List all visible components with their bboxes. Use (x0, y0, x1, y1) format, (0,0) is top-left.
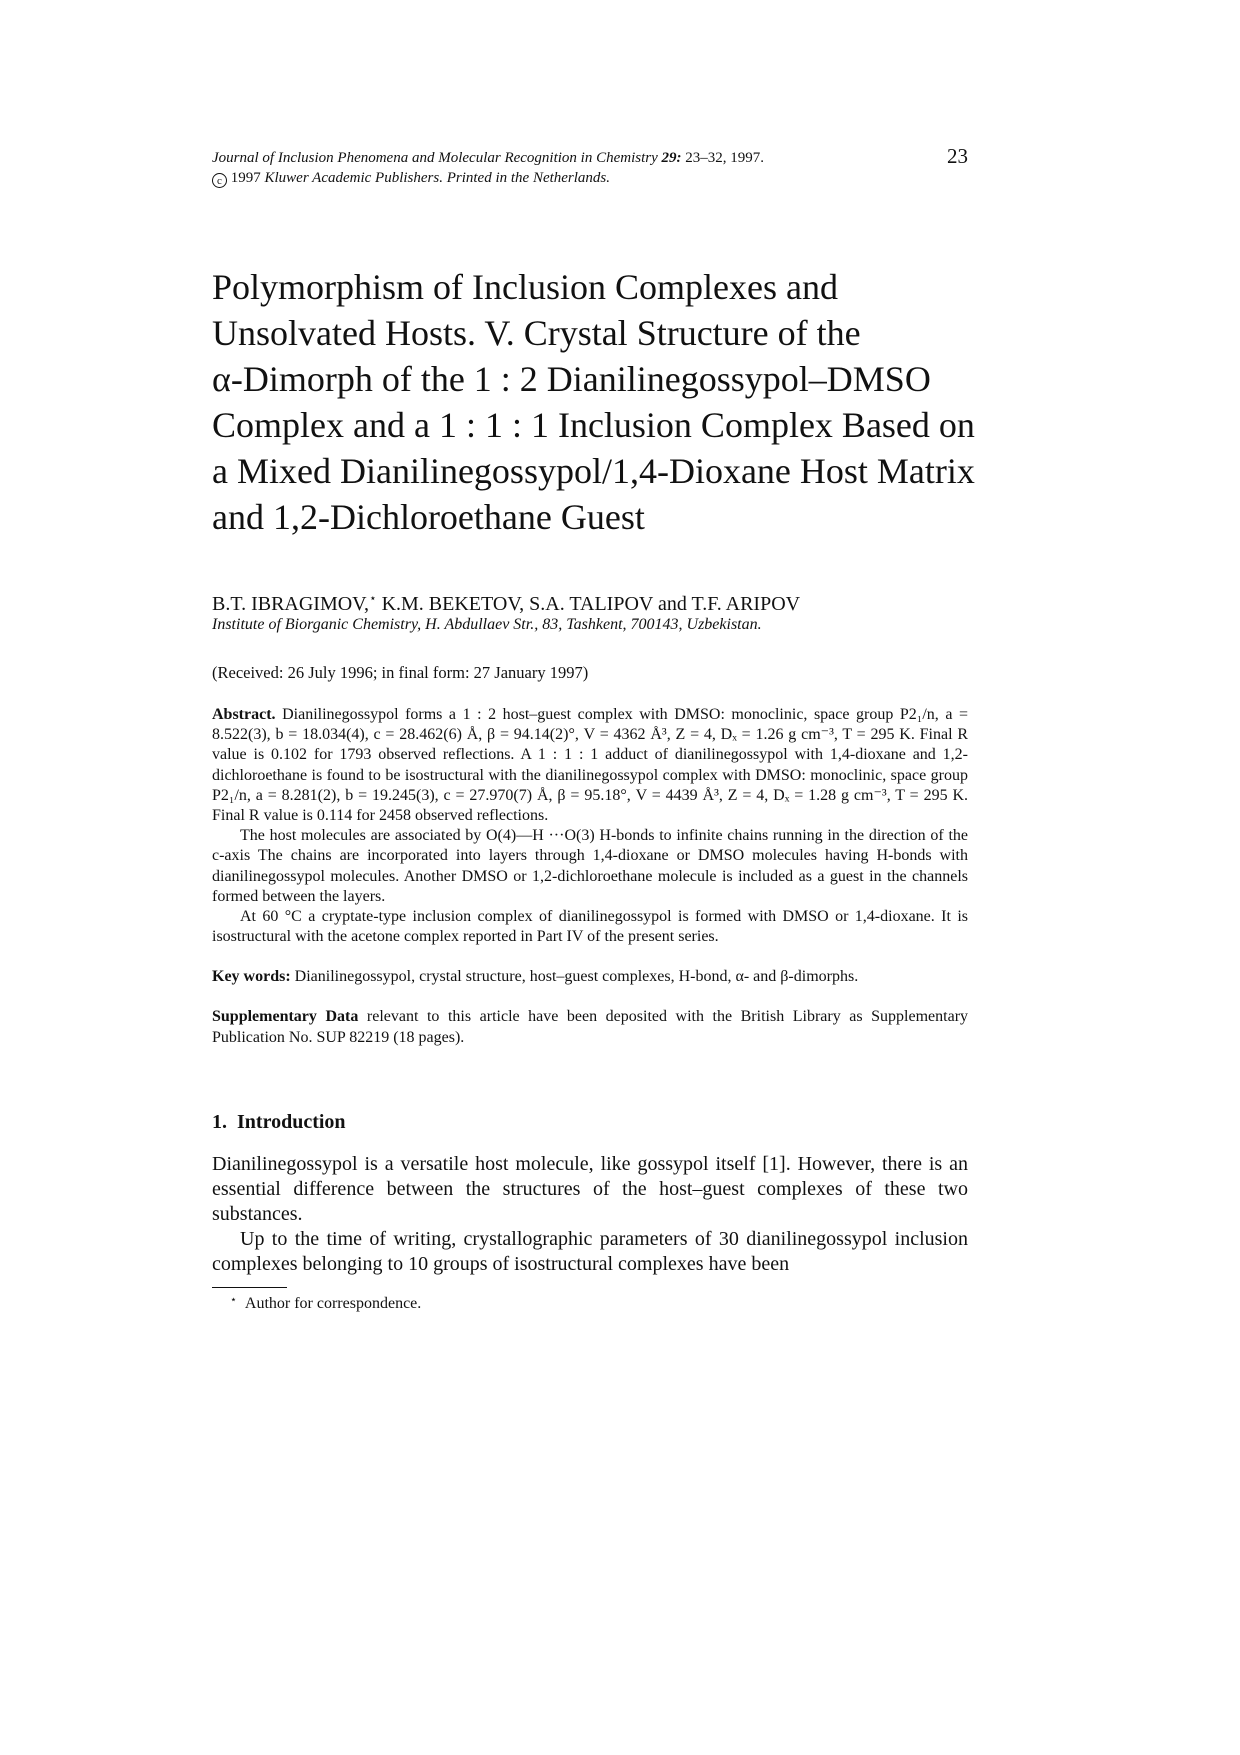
title-line: Unsolvated Hosts. V. Crystal Structure of the (212, 313, 861, 353)
footnote (212, 1294, 968, 1314)
abstract-paragraph: The host molecules are associated by O(4)—H ···O(3) H-bonds to infinite chains running in the direction of the c-axis The chains are incorporated into layers through 1,4-dioxane or DMSO molecules having H-bonds with dianilinegossypol molecules. Another DMSO or 1,2-dichloroethane molecule is included as a guest in the channels formed between the layers. (212, 827, 968, 905)
supplementary-data (212, 1007, 968, 1048)
title-line: and 1,2-Dichloroethane Guest (212, 497, 645, 537)
copyright-year: 1997 (230, 170, 261, 186)
copyright-icon: c (212, 173, 227, 188)
abstract-label: Abstract. (212, 706, 276, 723)
body-paragraph: Up to the time of writing, crystallographic parameters of 30 dianilinegossypol inclusion complexes belonging to 10 groups of isostructural complexes have been (212, 1228, 968, 1276)
section-number: 1. (212, 1111, 227, 1134)
article-page (212, 144, 975, 1314)
abstract (212, 705, 968, 947)
abstract-paragraph: At 60 °C a cryptate-type inclusion complex of dianilinegossypol is formed with DMSO or 1,4-dioxane. It is isostructural with the acetone complex reported in Part IV of the present series. (212, 908, 968, 946)
abstract-text: Dianilinegossypol forms a 1 : 2 host–guest complex with DMSO: monoclinic, space group P2₁/n, a = 8.522(3), b = 18.034(4), c = 28.462(6) Å, β = 94.14(2)°, V = 4362 Å³, Z = 4, Dₓ = 1.26 g cm⁻³, T = 295 K. Final R value is 0.102 for 1793 observed reflections. A 1 : 1 : 1 adduct of dianilinegossypol with 1,4-dioxane and 1,2-dichloroethane is found to be isostructural with the dianilinegossypol complex with DMSO: monoclinic, space group P2₁/n, a = 8.281(2), b = 19.245(3), c = 27.970(7) Å, β = 95.18°, V = 4439 Å³, Z = 4, Dₓ = 1.28 g cm⁻³, T = 295 K. Final R value is 0.114 for 2458 observed reflections. (212, 706, 969, 825)
journal-pages: 23–32, 1997. (685, 150, 765, 166)
page-number: 23 (947, 144, 968, 168)
body-paragraph: Dianilinegossypol is a versatile host molecule, like gossypol itself [1]. However, there is an essential difference between the structures of the host–guest complexes of these two substances. (212, 1153, 968, 1226)
affiliation: Institute of Biorganic Chemistry, H. Abdullaev Str., 83, Tashkent, 700143, Uzbekistan. (212, 616, 762, 633)
copyright-line (212, 168, 968, 188)
introduction-body (212, 1152, 968, 1277)
keywords-label: Key words: (212, 968, 291, 986)
section-heading (212, 1110, 968, 1134)
journal-line (212, 144, 968, 168)
publisher: Kluwer Academic Publishers. Printed in the Netherlands. (264, 170, 611, 186)
author-first: B.T. IBRAGIMOV, (212, 593, 370, 615)
article-title (212, 264, 975, 540)
journal-volume: 29: (661, 150, 682, 166)
journal-name: Journal of Inclusion Phenomena and Molecular Recognition in Chemistry (212, 150, 658, 166)
title-line: Complex and a 1 : 1 : 1 Inclusion Complex Based on (212, 405, 975, 445)
author-rest: K.M. BEKETOV, S.A. TALIPOV and T.F. ARIPOV (381, 593, 801, 615)
received-dates: (Received: 26 July 1996; in final form: 27 January 1997) (212, 663, 589, 682)
running-header (212, 144, 968, 188)
footnote-divider (212, 1287, 287, 1288)
section-title: Introduction (237, 1111, 346, 1134)
title-line: a Mixed Dianilinegossypol/1,4-Dioxane Host Matrix (212, 451, 975, 491)
author-list (212, 593, 968, 615)
correspondence-marker: ⋆ (369, 591, 377, 605)
abstract-paragraph (212, 705, 968, 826)
keywords (212, 967, 968, 987)
keywords-text: Dianilinegossypol, crystal structure, host–guest complexes, H-bond, α- and β-dimorphs. (294, 968, 859, 986)
footnote-marker: ⋆ (230, 1294, 237, 1307)
title-line: Polymorphism of Inclusion Complexes and (212, 267, 838, 307)
title-line: α-Dimorph of the 1 : 2 Dianilinegossypol–DMSO (212, 359, 931, 399)
supplementary-label: Supplementary Data (212, 1008, 359, 1026)
footnote-text: Author for correspondence. (244, 1295, 422, 1313)
supplementary-text: relevant to this article have been deposited with the British Library as Supplementary Publication No. SUP 82219 (18 pages). (212, 1008, 969, 1046)
